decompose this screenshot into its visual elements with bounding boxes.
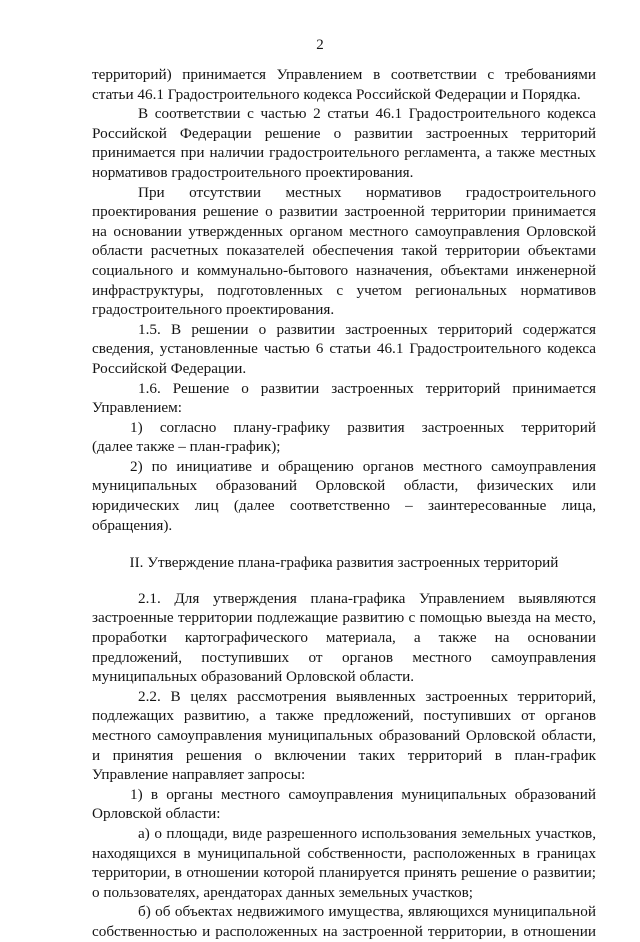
text-line: 2.2. В целях рассмотрения выявленных застроенных территорий, bbox=[138, 687, 596, 705]
text-line: на основании утвержденных органом местного самоуправления Орловской bbox=[92, 222, 596, 240]
text-line: инфраструктуры, подготовленных с учетом региональных нормативов bbox=[92, 281, 596, 299]
text-line: принимается при наличии градостроительного регламента, а также местных bbox=[92, 144, 596, 162]
text-line: местного самоуправления муниципальных образований Орловской области, bbox=[92, 727, 596, 744]
text-line: сведения, установленные частью 6 статьи 46.1 Градостроительного кодекса bbox=[92, 340, 596, 358]
text-line: проработки картографического материала, а также на основании bbox=[92, 629, 596, 647]
text-line: проектирования решение о развитии застроенной территории принимается bbox=[92, 203, 596, 221]
text-line: области расчетных показателей обеспечения такой территории объектами bbox=[92, 242, 596, 260]
text-line: собственностью и расположенных на застроенной территории, в отношении bbox=[92, 922, 596, 940]
text-line: и принятия решения о включении таких территорий в план-график bbox=[92, 746, 596, 764]
text-line: 2) по инициативе и обращению органов местного самоуправления bbox=[130, 457, 596, 475]
page-number: 2 bbox=[316, 37, 324, 53]
text-line: застроенные территории подлежащие развитию с помощью выезда на место, bbox=[92, 609, 596, 627]
text-line: В соответствии с частью 2 статьи 46.1 Градостроительного кодекса bbox=[138, 105, 596, 123]
paragraph bbox=[92, 379, 596, 418]
text-line: муниципальных образований Орловской области, физических или bbox=[92, 477, 596, 495]
paragraph bbox=[92, 418, 596, 457]
text-line: находящихся в муниципальной собственности, расположенных в границах bbox=[92, 844, 596, 862]
text-line: обращения). bbox=[92, 516, 173, 534]
text-line: статьи 46.1 Градостроительного кодекса Российской Федерации и Порядка. bbox=[92, 85, 581, 103]
text-line: Орловской области: bbox=[92, 805, 221, 823]
paragraph bbox=[92, 65, 596, 104]
text-line: 1) согласно плану-графику развития застроенных территорий bbox=[130, 418, 596, 436]
text-line: градостроительного проектирования. bbox=[92, 301, 335, 319]
text-line: муниципальных образований Орловской области. bbox=[92, 668, 415, 686]
paragraph bbox=[92, 457, 596, 535]
document-body bbox=[92, 65, 596, 942]
paragraph bbox=[92, 589, 596, 687]
paragraph bbox=[92, 687, 596, 785]
paragraph bbox=[92, 824, 596, 902]
text-line: Управление направляет запросы: bbox=[92, 766, 306, 784]
text-line: Российской Федерации. bbox=[92, 359, 247, 377]
text-line: 1.6. Решение о развитии застроенных территорий принимается bbox=[138, 379, 596, 397]
text-line: подлежащих развитию, а также предложений, поступивших от органов bbox=[92, 707, 596, 725]
text-line: 2.1. Для утверждения плана-графика Управлением выявляются bbox=[138, 589, 596, 607]
text-line: При отсутствии местных нормативов градостроительного bbox=[138, 183, 596, 201]
paragraph bbox=[92, 104, 596, 182]
text-line: территорий) принимается Управлением в соответствии с требованиями bbox=[92, 66, 596, 83]
text-line: 1.5. В решении о развитии застроенных территорий содержатся bbox=[138, 320, 596, 338]
text-line: о пользователях, арендаторах данных земельных участков; bbox=[92, 883, 473, 901]
text-line: нормативов градостроительного проектирования. bbox=[92, 163, 414, 181]
text-line: юридических лиц (далее соответственно – заинтересованные лица, bbox=[92, 497, 596, 515]
text-line: предложений, поступивших от органов местного самоуправления bbox=[92, 648, 596, 666]
text-line: Управлением: bbox=[92, 399, 182, 417]
text-line: Российской Федерации решение о развитии застроенных территорий bbox=[92, 124, 596, 142]
paragraph bbox=[92, 183, 596, 320]
text-line: (далее также – план-график); bbox=[92, 438, 281, 456]
text-line: 1) в органы местного самоуправления муниципальных образований bbox=[130, 785, 596, 803]
section-heading: II. Утверждение плана-графика развития застроенных территорий bbox=[129, 554, 559, 572]
text-line: социального и коммунально-бытового назначения, объектами инженерной bbox=[92, 261, 596, 279]
paragraph bbox=[92, 320, 596, 379]
paragraph bbox=[92, 902, 596, 941]
text-line: территории, в отношении которой планируется принять решение о развитии; bbox=[92, 864, 596, 882]
text-line: б) об объектах недвижимого имущества, являющихся муниципальной bbox=[138, 903, 596, 921]
paragraph bbox=[92, 785, 596, 824]
text-line: а) о площади, виде разрешенного использования земельных участков, bbox=[138, 824, 596, 842]
